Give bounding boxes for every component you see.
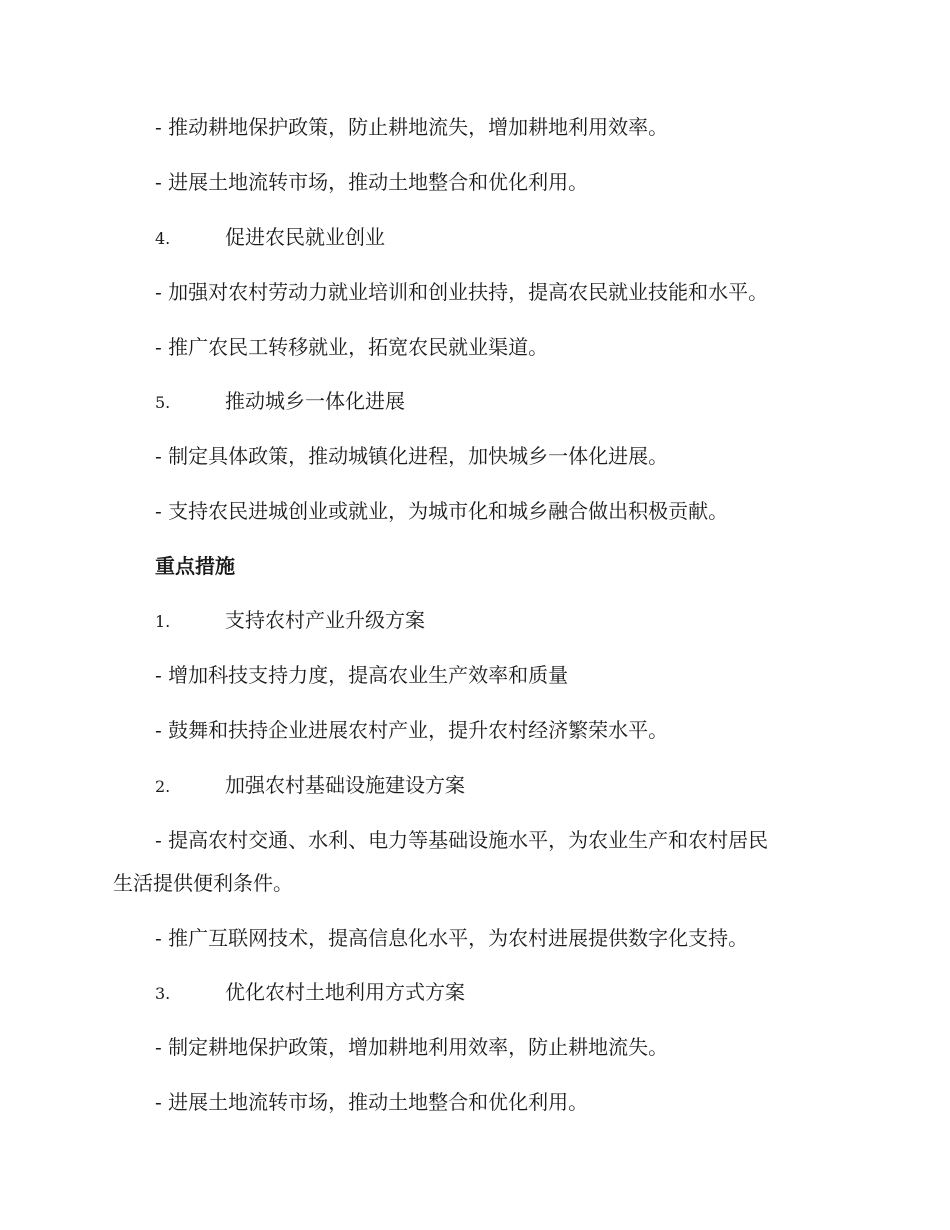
bullet-line: - 推广互联网技术，提高信息化水平，为农村进展提供数字化支持。 <box>155 926 749 950</box>
numbered-item <box>155 978 850 1008</box>
item-number: 3. <box>155 984 171 1003</box>
item-number: 1. <box>155 612 171 631</box>
numbered-item <box>155 606 850 636</box>
item-label: 加强农村基础设施建设方案 <box>225 773 465 797</box>
bullet-line: - 支持农民进城创业或就业，为城市化和城乡融合做出积极贡献。 <box>155 499 729 523</box>
item-label: 支持农村产业升级方案 <box>225 608 425 632</box>
item-label: 推动城乡一体化进展 <box>225 389 405 413</box>
bullet-line: - 推动耕地保护政策，防止耕地流失，增加耕地利用效率。 <box>155 115 669 139</box>
item-label: 促进农民就业创业 <box>225 225 385 249</box>
bullet-line: - 进展土地流转市场，推动土地整合和优化利用。 <box>155 1090 589 1114</box>
numbered-item <box>155 771 850 801</box>
continuation-line: 生活提供便利条件。 <box>113 871 293 895</box>
item-number: 5. <box>155 393 171 412</box>
item-label: 优化农村土地利用方式方案 <box>225 980 465 1004</box>
bullet-line: - 制定耕地保护政策，增加耕地利用效率，防止耕地流失。 <box>155 1035 669 1059</box>
item-number: 2. <box>155 777 171 796</box>
bullet-line: - 加强对农村劳动力就业培训和创业扶持，提高农民就业技能和水平。 <box>155 280 769 304</box>
bullet-line: - 推广农民工转移就业，拓宽农民就业渠道。 <box>155 335 549 359</box>
bullet-line: - 提高农村交通、水利、电力等基础设施水平，为农业生产和农村居民 <box>155 828 769 852</box>
bullet-line: - 进展土地流转市场，推动土地整合和优化利用。 <box>155 170 589 194</box>
item-number: 4. <box>155 229 171 248</box>
numbered-item <box>155 387 850 417</box>
numbered-item <box>155 223 850 253</box>
bullet-line: - 制定具体政策，推动城镇化进程，加快城乡一体化进展。 <box>155 444 669 468</box>
bullet-line: - 鼓舞和扶持企业进展农村产业，提升农村经济繁荣水平。 <box>155 718 669 742</box>
bullet-line: - 增加科技支持力度，提高农业生产效率和质量 <box>155 663 569 687</box>
section-heading: 重点措施 <box>155 554 235 578</box>
